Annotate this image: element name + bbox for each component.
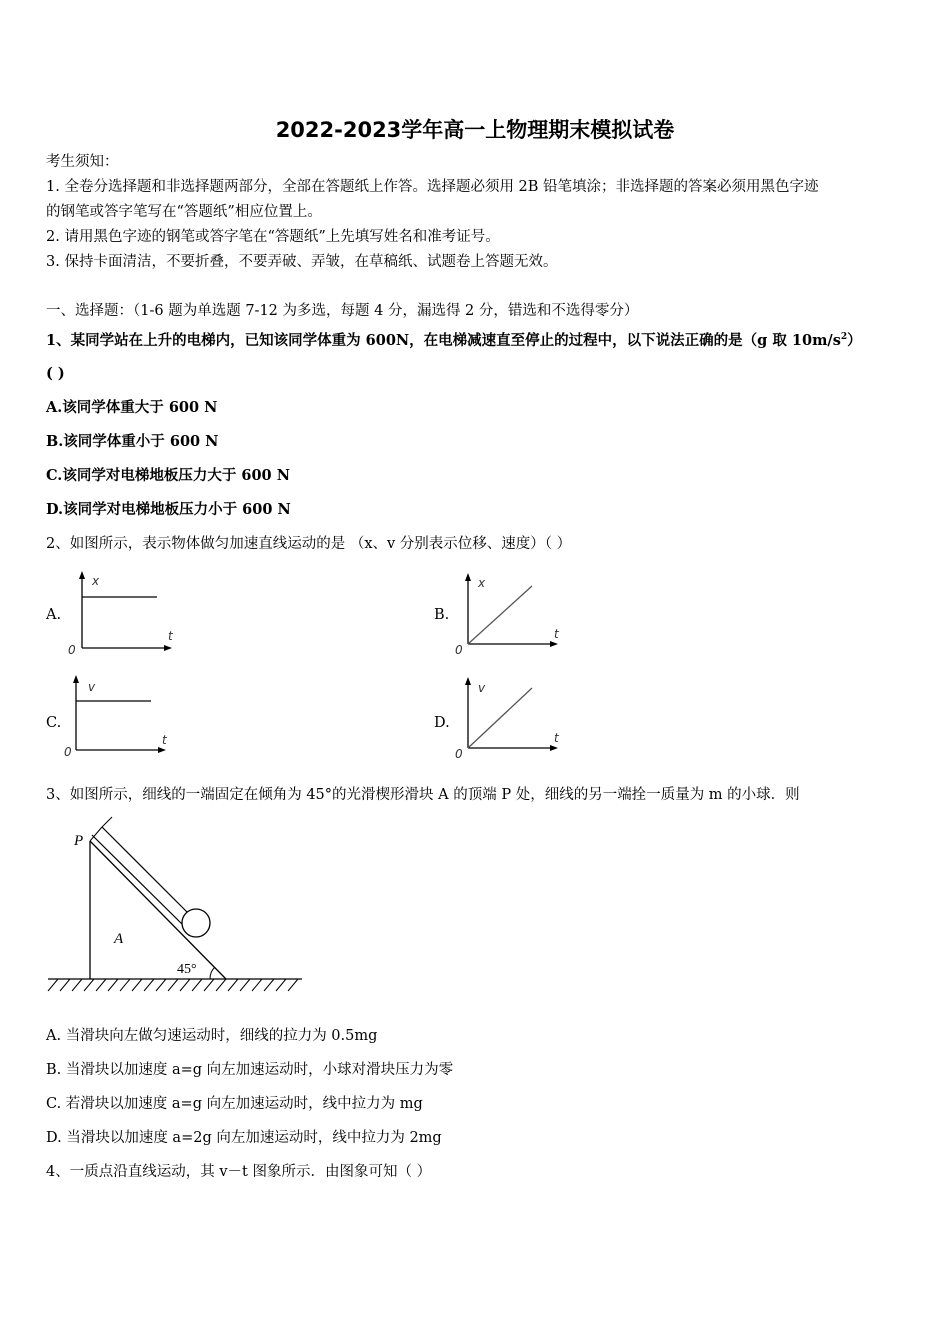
x-label: t — [554, 627, 559, 641]
question-1-stem-sup: 2 — [840, 332, 848, 342]
notice-item-1: 1. 全卷分选择题和非选择题两部分，全部在答题纸上作答。选择题必须用 2B 铅笔填涂；非选择题的答案必须用黑色字迹 — [46, 179, 819, 195]
x-label: t — [162, 733, 167, 747]
question-3-option-d: D. 当滑块以加速度 a=2g 向左加速运动时，线中拉力为 2mg — [46, 1130, 442, 1146]
question-3-option-a: A. 当滑块向左做匀速运动时，细线的拉力为 0.5mg — [46, 1028, 378, 1044]
question-1-option-a: A.该同学体重大于 600 N — [46, 399, 218, 416]
origin-label: 0 — [455, 643, 463, 657]
question-3-stem: 3、如图所示，细线的一端固定在倾角为 45°的光滑楔形滑块 A 的顶端 P 处，细线的另一端拴一质量为 m 的小球．则 — [46, 787, 800, 803]
question-2-graph-b — [450, 570, 570, 660]
y-arrow-icon — [73, 675, 79, 683]
graph-line — [468, 688, 532, 748]
y-arrow-icon — [465, 677, 471, 685]
origin-label: 0 — [64, 745, 72, 759]
x-arrow-icon — [158, 747, 166, 753]
y-label: v — [478, 681, 486, 695]
question-4-stem: 4、一质点沿直线运动，其 v－t 图象所示．由图象可知（ ） — [46, 1164, 432, 1180]
notice-item-1-cont: 的钢笔或答字笔写在“答题纸”相应位置上。 — [46, 204, 322, 220]
string-top-tick — [102, 817, 112, 827]
wedge-a-label: A — [114, 931, 124, 947]
question-1-stem — [46, 327, 862, 351]
y-label: x — [478, 576, 486, 590]
question-1-paren: ( ) — [46, 365, 65, 382]
question-2-option-c-label: C. — [46, 715, 62, 731]
origin-label: 0 — [68, 643, 76, 657]
graph-line — [468, 586, 532, 644]
y-label: x — [92, 574, 100, 588]
angle-arc — [210, 967, 215, 979]
x-label: t — [168, 629, 173, 643]
x-label: t — [554, 731, 559, 745]
question-1-option-c: C.该同学对电梯地板压力大于 600 N — [46, 467, 290, 484]
question-2-graph-c — [58, 672, 178, 762]
x-arrow-icon — [550, 745, 558, 751]
question-2-option-d-label: D. — [434, 715, 450, 731]
y-label: v — [88, 680, 96, 694]
origin-label: 0 — [455, 747, 463, 761]
string-upper-edge — [92, 835, 187, 929]
question-1-stem-text: 1、某同学站在上升的电梯内，已知该同学体重为 600N，在电梯减速直至停止的过程中，以下说法正确的是（g 取 10m/s — [46, 331, 841, 349]
question-1-option-b: B.该同学体重小于 600 N — [46, 433, 219, 450]
angle-label: 45° — [177, 962, 197, 977]
question-2-option-b-label: B. — [434, 607, 450, 623]
point-p-label: P — [74, 833, 84, 849]
x-arrow-icon — [550, 641, 558, 647]
section-heading: 一、选择题：（1-6 题为单选题 7-12 为多选，每题 4 分，漏选得 2 分，错选和不选得零分） — [46, 303, 639, 319]
graph-a-svg — [64, 568, 184, 658]
ground-hatching — [48, 979, 298, 991]
question-1-option-d: D.该同学对电梯地板压力小于 600 N — [46, 501, 291, 518]
y-arrow-icon — [79, 571, 85, 579]
notice-item-3: 3. 保持卡面清洁，不要折叠，不要弄破、弄皱，在草稿纸、试题卷上答题无效。 — [46, 254, 558, 270]
question-2-graph-d — [450, 674, 570, 764]
graph-b-svg — [450, 570, 570, 660]
question-3-option-c: C. 若滑块以加速度 a=g 向左加速运动时，线中拉力为 mg — [46, 1096, 423, 1112]
wedge-incline — [90, 841, 226, 979]
string-lower-edge — [102, 827, 194, 919]
question-2-stem: 2、如图所示，表示物体做匀加速直线运动的是 （x、v 分别表示位移、速度）（ ） — [46, 536, 572, 552]
graph-c-svg — [58, 672, 178, 762]
notice-heading: 考生须知： — [46, 154, 119, 170]
graph-d-svg — [450, 674, 570, 764]
page-title: 2022-2023学年高一上物理期末模拟试卷 — [275, 118, 675, 142]
wedge-figure-svg — [44, 815, 314, 1000]
question-2-option-a-label: A. — [46, 607, 62, 623]
ball — [182, 909, 210, 937]
question-2-graph-a — [64, 568, 184, 658]
x-arrow-icon — [164, 645, 172, 651]
question-1-stem-end: ） — [847, 331, 862, 349]
y-arrow-icon — [465, 573, 471, 581]
question-3-figure — [44, 815, 314, 1000]
question-3-option-b: B. 当滑块以加速度 a=g 向左加速运动时，小球对滑块压力为零 — [46, 1062, 454, 1078]
notice-item-2: 2. 请用黑色字迹的钢笔或答字笔在“答题纸”上先填写姓名和准考证号。 — [46, 229, 500, 245]
